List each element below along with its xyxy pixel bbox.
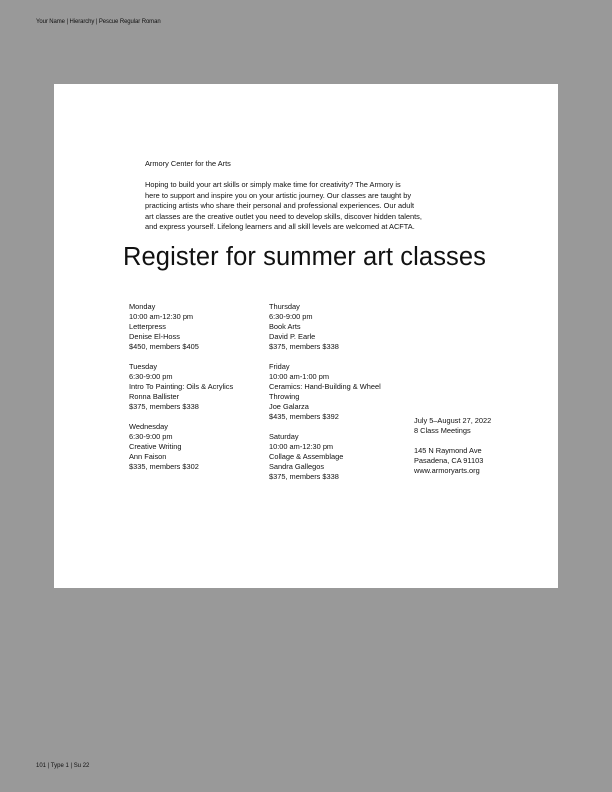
intro-line: Hoping to build your art skills or simply make time for creativity? The Armory is bbox=[145, 180, 401, 189]
class-instructor: Ronna Ballister bbox=[129, 392, 180, 401]
class-day: Tuesday bbox=[129, 362, 158, 371]
intro-line: art classes are the creative outlet you need to develop skills, discover hidden talents, bbox=[145, 211, 422, 221]
class-listing bbox=[269, 432, 409, 482]
schedule-column-2 bbox=[269, 302, 409, 492]
class-listing bbox=[269, 302, 409, 352]
class-price: $435, members $392 bbox=[269, 412, 339, 421]
page-footer-label: 101 | Type 1 | Su 22 bbox=[36, 763, 90, 769]
class-title: Book Arts bbox=[269, 322, 301, 331]
class-title: Collage & Assemblage bbox=[269, 452, 344, 461]
date-info bbox=[414, 416, 544, 436]
class-title: Ceramics: Hand-Building & Wheel bbox=[269, 382, 381, 391]
class-day: Thursday bbox=[269, 302, 300, 311]
class-instructor: Denise El-Hoss bbox=[129, 332, 180, 341]
class-price: $335, members $302 bbox=[129, 462, 199, 471]
class-price: $450, members $405 bbox=[129, 342, 199, 351]
class-time: 6:30-9:00 pm bbox=[129, 432, 173, 441]
class-day: Monday bbox=[129, 302, 156, 311]
class-time: 6:30-9:00 pm bbox=[129, 372, 173, 381]
date-range: July 5–August 27, 2022 bbox=[414, 416, 492, 425]
flyer-sheet bbox=[54, 84, 558, 588]
page-header-label: Your Name | Hierarchy | Pescue Regular Roman bbox=[36, 19, 161, 25]
class-title-continued: Throwing bbox=[269, 392, 300, 401]
class-time: 10:00 am-12:30 pm bbox=[269, 442, 334, 451]
class-listing bbox=[129, 302, 259, 352]
class-instructor: David P. Earle bbox=[269, 332, 316, 341]
class-instructor: Joe Galarza bbox=[269, 402, 309, 411]
class-listing bbox=[129, 362, 259, 412]
intro-paragraph bbox=[145, 180, 485, 233]
class-title: Creative Writing bbox=[129, 442, 182, 451]
class-listing bbox=[269, 362, 409, 422]
class-time: 10:00 am-12:30 pm bbox=[129, 312, 194, 321]
page-title: Register for summer art classes bbox=[123, 243, 487, 271]
street-address: 145 N Raymond Ave bbox=[414, 446, 482, 455]
address-info bbox=[414, 446, 544, 476]
class-day: Saturday bbox=[269, 432, 299, 441]
city-state-zip: Pasadena, CA 91103 bbox=[414, 456, 484, 465]
class-instructor: Sandra Gallegos bbox=[269, 462, 325, 471]
class-title: Letterpress bbox=[129, 322, 166, 331]
class-day: Wednesday bbox=[129, 422, 168, 431]
class-instructor: Ann Faison bbox=[129, 452, 167, 461]
intro-line: and express yourself. Lifelong learners and all skill levels are welcomed at ACFTA. bbox=[145, 222, 415, 231]
info-column bbox=[414, 416, 544, 486]
class-price: $375, members $338 bbox=[129, 402, 199, 411]
intro-line: here to support and inspire you on your artistic journey. Our classes are taught by bbox=[145, 190, 412, 200]
meeting-count: 8 Class Meetings bbox=[414, 426, 471, 435]
schedule-column-1 bbox=[129, 302, 259, 482]
class-day: Friday bbox=[269, 362, 290, 371]
class-price: $375, members $338 bbox=[269, 472, 339, 481]
intro-line: practicing artists who share their personal and professional experiences. Our adult bbox=[145, 201, 415, 210]
class-time: 10:00 am-1:00 pm bbox=[269, 372, 329, 381]
class-listing bbox=[129, 422, 259, 472]
class-price: $375, members $338 bbox=[269, 342, 339, 351]
class-time: 6:30-9:00 pm bbox=[269, 312, 313, 321]
class-title: Intro To Painting: Oils & Acrylics bbox=[129, 382, 234, 391]
organization-name: Armory Center for the Arts bbox=[145, 159, 231, 168]
website: www.armoryarts.org bbox=[414, 466, 480, 475]
